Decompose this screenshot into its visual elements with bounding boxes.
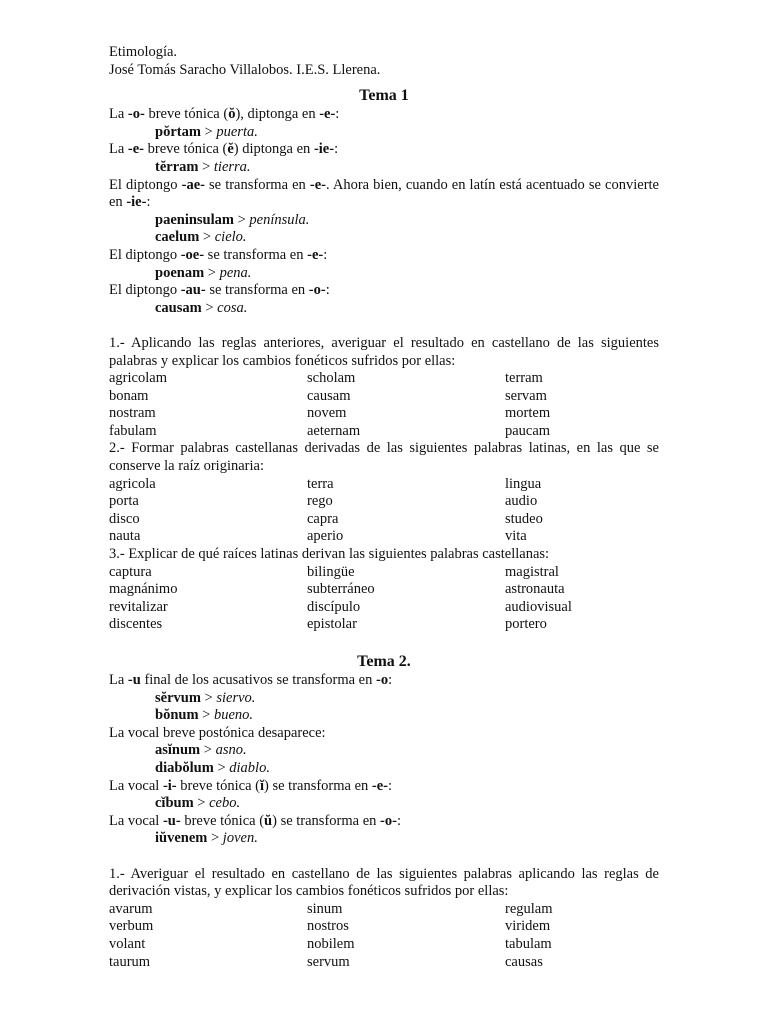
example-postonic-1: asĭnum > asno. xyxy=(155,742,247,759)
word: disco xyxy=(109,510,140,527)
word: aeternam xyxy=(307,422,361,439)
word: nostros xyxy=(307,918,349,935)
word: audiovisual xyxy=(505,598,572,615)
word: magnánimo xyxy=(109,581,178,598)
word: porta xyxy=(109,493,139,510)
word: agricolam xyxy=(109,370,167,387)
tema1-exercise-2-instruction: 2.- Formar palabras castellanas derivadas de las siguientes palabras latinas, en las que se conserve la raíz originaria: xyxy=(109,440,659,475)
word: causas xyxy=(505,953,543,970)
rule-postonic: La vocal breve postónica desaparece: xyxy=(109,724,326,741)
tema1-exercise-3-words xyxy=(109,564,659,634)
example-postonic-2: diabŏlum > diablo. xyxy=(155,759,270,776)
tema2-title: Tema 2. xyxy=(357,653,411,670)
spacer xyxy=(109,317,659,335)
word: verbum xyxy=(109,918,154,935)
example-ae-1: paeninsulam > península. xyxy=(155,211,310,228)
word: discípulo xyxy=(307,598,361,615)
word: agricola xyxy=(109,475,156,492)
word: subterráneo xyxy=(307,581,375,598)
word: servam xyxy=(505,387,547,404)
example-au: causam > cosa. xyxy=(155,299,248,316)
rule-ae: El diptongo -ae- se transforma en -e-. Ahora bien, cuando en latín está acentuado se convierte en -ie-: xyxy=(109,176,659,211)
word: magistral xyxy=(505,563,559,580)
example-u-2: bŏnum > bueno. xyxy=(155,707,254,724)
tema2-exercise-1-instruction: 1.- Averiguar el resultado en castellano de las siguientes palabras aplicando las reglas de derivación vistas, y explicar los cambios fonéticos sufridos por ellas: xyxy=(109,865,659,900)
example-e: tĕrram > tierra. xyxy=(155,158,251,175)
word: fabulam xyxy=(109,422,157,439)
word: rego xyxy=(307,493,333,510)
word: avarum xyxy=(109,900,153,917)
subject-line: Etimología. xyxy=(109,44,178,60)
example-oe: poenam > pena. xyxy=(155,264,252,281)
rule-oe: El diptongo -oe- se transforma en -e-: xyxy=(109,246,328,263)
word: discentes xyxy=(109,616,163,633)
word: terram xyxy=(505,370,543,387)
word: sinum xyxy=(307,900,343,917)
tema1-exercise-2-words xyxy=(109,476,659,546)
rule-o: La -o- breve tónica (ŏ), diptonga en -e-: xyxy=(109,106,340,123)
word: bonam xyxy=(109,387,149,404)
word: taurum xyxy=(109,953,151,970)
word: paucam xyxy=(505,422,551,439)
rule-au: El diptongo -au- se transforma en -o-: xyxy=(109,282,330,299)
word: nobilem xyxy=(307,935,355,952)
word: aperio xyxy=(307,528,344,545)
word: servum xyxy=(307,953,350,970)
word: portero xyxy=(505,616,547,633)
word: terra xyxy=(307,475,334,492)
word: regulam xyxy=(505,900,553,917)
word: viridem xyxy=(505,918,551,935)
word: captura xyxy=(109,563,152,580)
word: novem xyxy=(307,405,347,422)
word: scholam xyxy=(307,370,356,387)
word: studeo xyxy=(505,510,543,527)
example-ae-2: caelum > cielo. xyxy=(155,229,247,246)
word: nauta xyxy=(109,528,141,545)
author-line: José Tomás Saracho Villalobos. I.E.S. Llerena. xyxy=(109,61,381,78)
word: nostram xyxy=(109,405,156,422)
example-i: cĭbum > cebo. xyxy=(155,795,241,812)
word: audio xyxy=(505,493,538,510)
word: tabulam xyxy=(505,935,552,952)
tema1-exercise-1-words xyxy=(109,370,659,440)
rule-i: La vocal -i- breve tónica (ĭ) se transforma en -e-: xyxy=(109,777,393,794)
word: astronauta xyxy=(505,581,565,598)
tema1-exercise-1-instruction: 1.- Aplicando las reglas anteriores, averiguar el resultado en castellano de las siguientes palabras y explicar los cambios fonéticos sufridos por ellas: xyxy=(109,334,659,369)
word: bilingüe xyxy=(307,563,355,580)
word: vita xyxy=(505,528,527,545)
word: mortem xyxy=(505,405,551,422)
word: volant xyxy=(109,935,146,952)
tema2-exercise-1-words xyxy=(109,901,659,971)
tema1-title: Tema 1 xyxy=(359,87,409,105)
example-u-1: sĕrvum > siervo. xyxy=(155,689,256,706)
spacer xyxy=(109,848,659,866)
rule-u-short: La vocal -u- breve tónica (ŭ) se transforma en -o-: xyxy=(109,812,401,829)
word: causam xyxy=(307,387,351,404)
tema1-exercise-3-instruction: 3.- Explicar de qué raíces latinas derivan las siguientes palabras castellanas: xyxy=(109,546,550,563)
example-u-short: iŭvenem > joven. xyxy=(155,830,258,847)
word: lingua xyxy=(505,475,542,492)
document-page xyxy=(109,44,659,971)
word: capra xyxy=(307,510,339,527)
example-o: pŏrtam > puerta. xyxy=(155,123,258,140)
word: revitalizar xyxy=(109,598,168,615)
rule-e: La -e- breve tónica (ĕ) diptonga en -ie-: xyxy=(109,141,339,158)
rule-u-final: La -u final de los acusativos se transforma en -o: xyxy=(109,672,393,688)
word: epistolar xyxy=(307,616,357,633)
